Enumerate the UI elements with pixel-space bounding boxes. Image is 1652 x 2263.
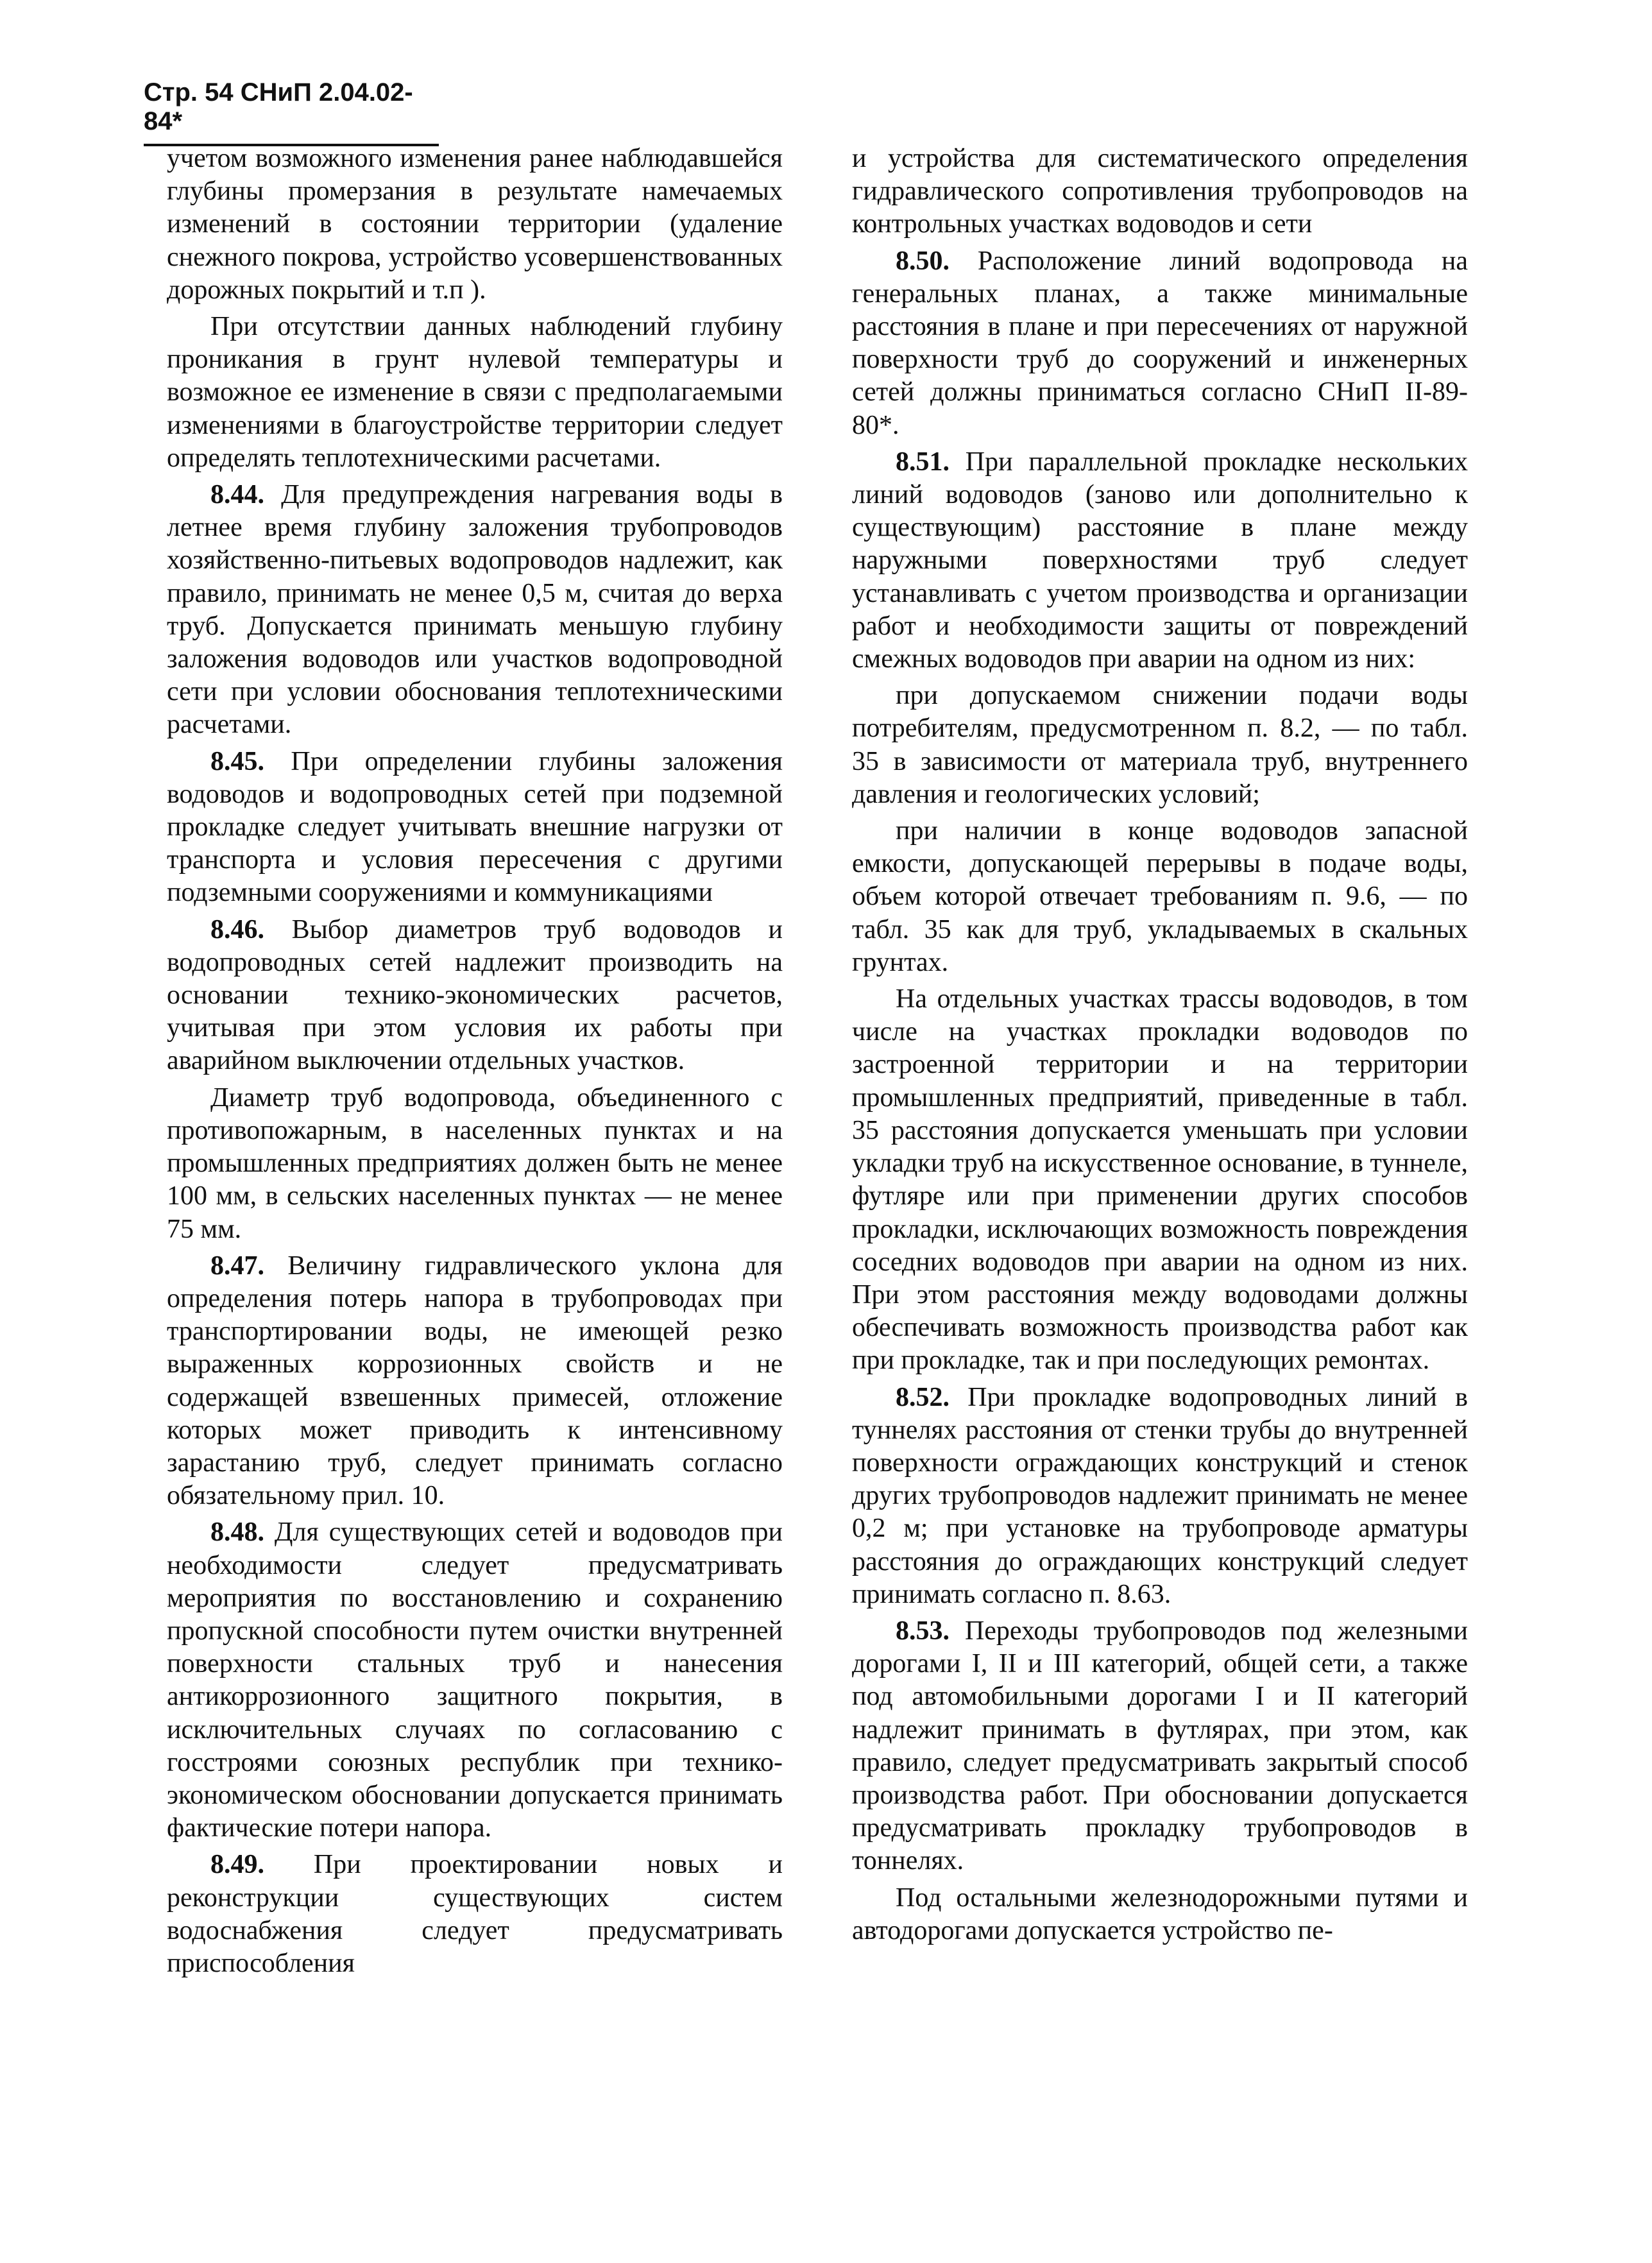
paragraph-number: 8.50. xyxy=(896,246,949,276)
paragraph-number: 8.46. xyxy=(210,914,264,944)
paragraph-number: 8.44. xyxy=(210,480,264,510)
paragraph-8-44: 8.44. Для предупреждения нагревания воды в летнее время глубину заложения трубопроводов хозяйственно-питьевых водопроводов надлежит, как правило, принимать не менее 0,5 м, считая до верха труб. Допускается принимать меньшую глубину заложения водоводов или участков водопроводной сети при условии обоснования теплотехническими расчетами. xyxy=(167,480,783,740)
paragraph-number: 8.49. xyxy=(210,1850,264,1880)
paragraph: Под остальными железнодорожными путями и автодорогами допускается устройство пе- xyxy=(852,1883,1468,1945)
paragraph: при наличии в конце водоводов запасной емкости, допускающей перерывы в подаче воды, объем которой отвечает требованиям п. 9.6, — по табл. 35 как для труб, укладываемых в скальных грунтах. xyxy=(852,816,1468,977)
page-header: Стр. 54 СНиП 2.04.02-84* xyxy=(144,78,439,146)
paragraph-number: 8.52. xyxy=(896,1382,949,1412)
paragraph-number: 8.51. xyxy=(896,447,949,477)
paragraph-8-48: 8.48. Для существующих сетей и водоводов при необходимости следует предусматривать мероприятия по восстановлению и сохранению пропускной способности путем очистки внутренней поверхности стальных труб и нанесения антикоррозионного защитного покрытия, в исключительных случаях по согласованию с госстроями союзных республик при технико-экономическом обосновании допускается принимать фактические потери напора. xyxy=(167,1517,783,1843)
paragraph: и устройства для систематического определения гидравлического сопротивления трубопроводов на контрольных участках водоводов и сети xyxy=(852,144,1468,239)
paragraph-8-50: 8.50. Расположение линий водопровода на генеральных планах, а также минимальные расстояния в плане и при пересечениях от наружной поверхности труб до сооружений и инженерных сетей должны приниматься согласно СНиП II-89-80*. xyxy=(852,246,1468,440)
paragraph: На отдельных участках трассы водоводов, в том числе на участках прокладки водоводов по застроенной территории и на территории промышленных предприятий, приведенные в табл. 35 расстояния допускается уменьшать при условии укладки труб на искусственное основание, в туннеле, футляре или при применении других способов прокладки, исключающих возможность повреждения соседних водоводов при аварии на одном из них. При этом расстояния между водоводами должны обеспечивать возможность производства работ как при прокладке, так и при последующих ремонтах. xyxy=(852,984,1468,1376)
paragraph-8-49: 8.49. При проектировании новых и реконструкции существующих систем водоснабжения следует предусматривать приспособления xyxy=(167,1850,783,1978)
paragraph-8-47: 8.47. Величину гидравлического уклона для определения потерь напора в трубопроводах при транспортировании воды, не имеющей резко выраженных коррозионных свойств и не содержащей взвешенных примесей, отложение которых может приводить к интенсивному зарастанию труб, следует принимать согласно обязательному прил. 10. xyxy=(167,1251,783,1511)
right-column xyxy=(852,142,1468,1951)
paragraph: При отсутствии данных наблюдений глубину проникания в грунт нулевой температуры и возможное ее изменение в связи с предполагаемыми изменениями в благоустройстве территории следует определять теплотехническими расчетами. xyxy=(167,312,783,473)
paragraph-8-51: 8.51. При параллельной прокладке нескольких линий водоводов (заново или дополнительно к существующим) расстояние в плане между наружными поверхностями труб следует устанавливать с учетом производства и организации работ и необходимости защиты от повреждений смежных водоводов при аварии на одном из них: xyxy=(852,447,1468,674)
paragraph-number: 8.47. xyxy=(210,1251,264,1281)
paragraph-number: 8.53. xyxy=(896,1616,949,1646)
paragraph-8-52: 8.52. При прокладке водопроводных линий в туннелях расстояния от стенки трубы до внутренней поверхности ограждающих конструкций и стенок других трубопроводов надлежит принимать не менее 0,2 м; при установке на трубопроводе арматуры расстояния до ограждающих конструкций следует принимать согласно п. 8.63. xyxy=(852,1382,1468,1609)
paragraph-8-46: 8.46. Выбор диаметров труб водоводов и водопроводных сетей надлежит производить на основании технико-экономических расчетов, учитывая при этом условия их работы при аварийном выключении отдельных участков. xyxy=(167,914,783,1076)
paragraph-number: 8.45. xyxy=(210,746,264,776)
paragraph-8-45: 8.45. При определении глубины заложения водоводов и водопроводных сетей при подземной прокладке следует учитывать внешние нагрузки от транспорта и условия пересечения с другими подземными сооружениями и коммуникациями xyxy=(167,746,783,908)
paragraph-8-53: 8.53. Переходы трубопроводов под железными дорогами I, II и III категорий, общей сети, а также под автомобильными дорогами I и II категорий надлежит принимать в футлярах, при этом, как правило, следует предусматривать закрытый способ производства работ. При обосновании допускается предусматривать прокладку трубопроводов в тоннелях. xyxy=(852,1616,1468,1876)
paragraph-number: 8.48. xyxy=(210,1517,264,1548)
left-column xyxy=(167,142,783,1984)
paragraph: учетом возможного изменения ранее наблюдавшейся глубины промерзания в результате намечаемых изменений в состоянии территории (удаление снежного покрова, устройство усовершенствованных дорожных покрытий и т.п ). xyxy=(167,144,783,305)
paragraph: при допускаемом снижении подачи воды потребителям, предусмотренном п. 8.2, — по табл. 35 в зависимости от материала труб, внутреннего давления и геологических условий; xyxy=(852,681,1468,809)
paragraph: Диаметр труб водопровода, объединенного с противопожарным, в населенных пунктах и на промышленных предприятиях должен быть не менее 100 мм, в сельских населенных пунктах — не менее 75 мм. xyxy=(167,1082,783,1244)
